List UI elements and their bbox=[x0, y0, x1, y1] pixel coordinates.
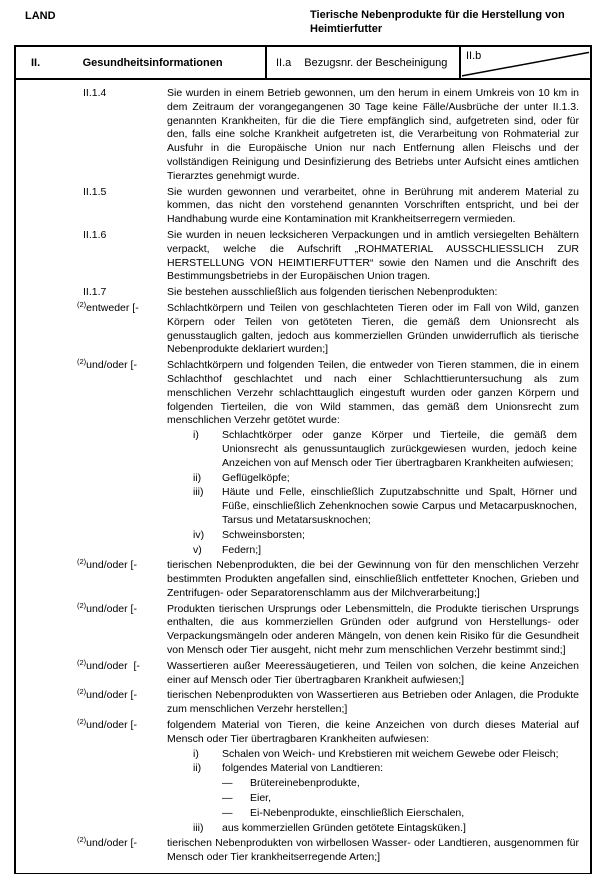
roman-numeral-marker: v) bbox=[193, 543, 202, 556]
certificate-item bbox=[16, 186, 590, 227]
item-text: Wassertieren außer Meeressäugetieren, und Teilen von solchen, die keine Anzeichen einer auf Mensch oder Tier übertragbaren Krankheit aufwiesen;] bbox=[167, 659, 579, 686]
item-text: Sie wurden in einem Betrieb gewonnen, um den herum in einem Umkreis von 10 km in dem Zeitraum der vorangegangenen 30 Tage keine Fälle/Ausbrüche der unter II.1.3. genannten Krankheiten, für die die Tiere empfänglich sind, aufgetreten sind, oder für den, falls eine solche Krankheit aufgetreten ist, die Verarbeitung von Rohmaterial zur Ausfuhr in die Europäische Union nur nach Entfernung allen Fleischs und der vollständigen Reinigung und Desinfizierung des Betriebs unter Aufsicht eines amtlichen Tierarztes genehmigt wurde. bbox=[167, 87, 579, 182]
sub-item-roman bbox=[193, 472, 590, 486]
document-title-line2: Heimtierfutter bbox=[310, 23, 383, 35]
option-label bbox=[77, 719, 167, 747]
sub-item-roman bbox=[193, 822, 590, 836]
footnote-reference: (2) bbox=[77, 557, 87, 567]
roman-numeral-marker: i) bbox=[193, 747, 199, 760]
option-label bbox=[77, 359, 167, 428]
certificate-option bbox=[16, 559, 590, 600]
option-label bbox=[77, 837, 167, 865]
item-text: tierischen Nebenprodukten von wirbellosen Wasser- oder Landtieren, ausgenommen für Mensch oder Tier krankheitserregende Arten;] bbox=[167, 837, 579, 864]
item-number: II.1.5 bbox=[83, 185, 107, 198]
item-text: Schalen von Weich- und Krebstieren mit weichem Gewebe oder Fleisch; bbox=[222, 747, 559, 760]
item-text: Sie wurden gewonnen und verarbeitet, ohne in Berührung mit anderem Material zu kommen, das nicht den vorstehend genannten Vorschriften entspricht, und bei der Handhabung wurde eine Kontamination mit Krankheitserregern vermieden. bbox=[167, 185, 579, 226]
item-text: Schlachtkörper oder ganze Körper und Tierteile, die gemäß dem Unionsrecht als genussuntauglich zurückgewiesen wurden, jedoch keine Anzeichen von auf Mensch oder Tier übertragbaren Krankheiten aufwiesen; bbox=[222, 429, 577, 469]
option-label-text: und/oder [- bbox=[86, 689, 137, 702]
footnote-reference: (2) bbox=[77, 835, 87, 845]
option-label bbox=[77, 299, 167, 357]
roman-numeral-marker: iii) bbox=[193, 486, 204, 499]
ref-label: Bezugsnr. der Bescheinigung bbox=[304, 56, 448, 69]
option-label-text: und/oder [- bbox=[86, 659, 140, 672]
option-label bbox=[77, 657, 167, 688]
roman-numeral-marker: iii) bbox=[193, 821, 204, 834]
item-text: tierischen Nebenprodukten von Wassertieren aus Betrieben oder Anlagen, die Produkte zum menschlichen Verzehr herstellen;] bbox=[167, 689, 579, 716]
item-text: Brütereinebenprodukte, bbox=[250, 777, 360, 790]
item-text: folgendes Material von Landtieren: bbox=[222, 762, 384, 775]
dash-marker: — bbox=[222, 777, 233, 790]
section-number: II. bbox=[31, 56, 41, 69]
iib-label: II.b bbox=[466, 50, 482, 62]
sub-item-roman bbox=[193, 748, 590, 762]
sub-item-dash bbox=[222, 792, 590, 806]
certificate-option bbox=[16, 359, 590, 428]
sub-item-roman bbox=[193, 762, 590, 776]
certificate-option bbox=[16, 299, 590, 357]
option-label-text: und/oder [- bbox=[86, 719, 137, 732]
certificate-option bbox=[16, 837, 590, 865]
sub-item-roman bbox=[193, 486, 590, 527]
dash-marker: — bbox=[222, 806, 233, 819]
option-label bbox=[77, 559, 167, 600]
certificate-option bbox=[16, 719, 590, 747]
option-label-text: und/oder [- bbox=[86, 359, 137, 372]
sub-item-dash bbox=[222, 777, 590, 791]
certificate-item bbox=[16, 229, 590, 284]
item-text: tierischen Nebenprodukten, die bei der Gewinnung von für den menschlichen Verzehr bestimmten Produkten angefallen sind, einschließlich entfetteter Knochen, Grieben und Zentrifugen- oder Separatorenschlamm aus der Milchverarbeitung;] bbox=[167, 559, 579, 599]
footnote-reference: (2) bbox=[77, 600, 87, 610]
option-label-text: und/oder [- bbox=[86, 837, 137, 850]
item-text: Produkten tierischen Ursprungs oder Lebensmitteln, die Produkte tierischen Ursprungs enthalten, die aus kommerziellen Gründen oder aufgrund von Herstellungs- oder Verpackungsmängeln oder anderen Mängeln, von denen kein Risiko für die Gesundheit von Mensch oder Tier ausgeht, nicht mehr zum menschlichen Verzehr bestimmt sind;] bbox=[167, 602, 579, 657]
item-text: Häute und Felle, einschließlich Zuputzabschnitte und Spalt, Hörner und Füße, einschließlich Zehenknochen sowie Carpus und Metacarpusknochen, Tarsus und Metatarsusknochen; bbox=[222, 486, 577, 526]
document-title bbox=[310, 8, 565, 36]
roman-numeral-marker: ii) bbox=[193, 762, 202, 775]
dash-marker: — bbox=[222, 792, 233, 805]
item-number: II.1.4 bbox=[83, 87, 107, 99]
health-info-body bbox=[16, 80, 590, 873]
roman-numeral-marker: ii) bbox=[193, 471, 202, 484]
certificate-option bbox=[16, 600, 590, 658]
iib-cell bbox=[459, 47, 590, 78]
option-label-text: und/oder [- bbox=[86, 559, 137, 572]
item-text: Geflügelköpfe; bbox=[222, 471, 290, 484]
item-text: Sie wurden in neuen lecksicheren Verpackungen und in amtlich versiegelten Behältern verpackt, welche die Aufschrift „ROHMATERIAL AUSSCHLIESSLICH ZUR HERSTELLUNG VON HEIMTIERFUTTER“ sowie den Namen und die Anschrift des Bestimmungsbetriebs in der Europäischen Union tragen. bbox=[167, 228, 579, 283]
footnote-reference: (2) bbox=[77, 657, 87, 667]
sub-item-dash bbox=[222, 807, 590, 821]
certificate-item bbox=[16, 286, 590, 300]
item-text: Sie bestehen ausschließlich aus folgenden tierischen Nebenprodukten: bbox=[167, 286, 498, 299]
certificate-table bbox=[14, 45, 592, 874]
option-label-text: und/oder [- bbox=[86, 602, 137, 615]
sub-item-roman bbox=[193, 429, 590, 470]
certificate-option bbox=[16, 689, 590, 717]
footnote-reference: (2) bbox=[77, 357, 87, 367]
item-text: aus kommerziellen Gründen getötete Eintagsküken.] bbox=[222, 821, 466, 834]
item-text: folgendem Material von Tieren, die keine Anzeichen von durch dieses Material auf Mensch oder Tier übertragbaren Krankheiten aufwiesen: bbox=[167, 719, 579, 745]
ref-code: II.a bbox=[276, 56, 292, 69]
sub-item-roman bbox=[193, 529, 590, 543]
table-header-row bbox=[16, 47, 590, 80]
footnote-reference: (2) bbox=[77, 299, 87, 309]
item-text: Schlachtkörpern und Teilen von geschlachteten Tieren oder im Fall von Wild, ganzen Körpern oder Teilen von getöteten Tieren, die gemäß dem Unionsrecht als genusstauglich galten, jedoch aus kommerziellen Gründen unwiderruflich als tierische Nebenprodukte deklariert wurden;] bbox=[167, 301, 579, 356]
document-title-line1: Tierische Nebenprodukte für die Herstellung von bbox=[310, 9, 565, 21]
footnote-reference: (2) bbox=[77, 717, 87, 727]
country-label: LAND bbox=[25, 10, 56, 22]
footnote-reference: (2) bbox=[77, 687, 87, 697]
certificate-option bbox=[16, 657, 590, 688]
item-text: Ei-Nebenprodukte, einschließlich Eierschalen, bbox=[250, 806, 465, 819]
diagonal-line bbox=[461, 47, 590, 78]
option-label bbox=[77, 600, 167, 658]
item-text: Eier, bbox=[250, 792, 272, 805]
roman-numeral-marker: iv) bbox=[193, 528, 205, 541]
certificate-item bbox=[16, 87, 590, 184]
reference-number-cell bbox=[265, 47, 459, 78]
item-text: Federn;] bbox=[222, 543, 262, 556]
item-number: II.1.6 bbox=[83, 228, 107, 241]
item-text: Schweinsborsten; bbox=[222, 528, 305, 541]
roman-numeral-marker: i) bbox=[193, 429, 199, 442]
option-label-text: entweder [- bbox=[86, 301, 139, 314]
option-label bbox=[77, 689, 167, 717]
sub-item-roman bbox=[193, 544, 590, 558]
section-header-cell bbox=[16, 47, 265, 78]
item-number: II.1.7 bbox=[83, 286, 107, 299]
section-title: Gesundheitsinformationen bbox=[82, 56, 223, 69]
item-text: Schlachtkörpern und folgenden Teilen, die entweder von Tieren stammen, die in einem Schlachthof geschlachtet und nach einer Schlachttieruntersuchung als zum menschlichen Verzehr schlachttauglich eingestuft wurden oder ganzen Körpern und folgenden Tierteilen, die von Wild stammen, das gemäß dem Unionsrecht zum menschlichen Verzehr getötet wurde: bbox=[167, 359, 579, 427]
